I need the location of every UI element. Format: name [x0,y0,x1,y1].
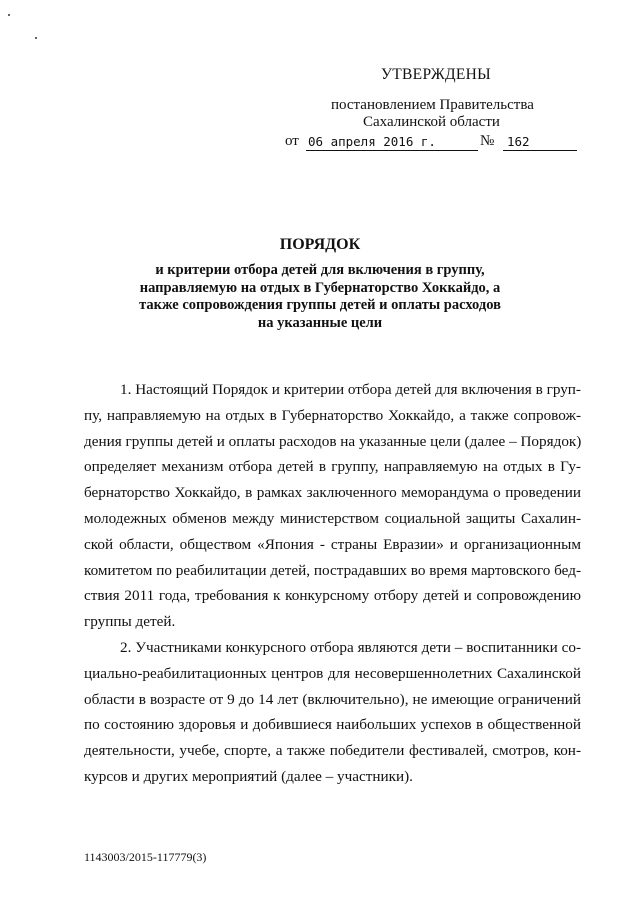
approval-date-field: 06 апреля 2016 г. [306,134,478,151]
body-line: 2. Участниками конкурсного отбора являются дети – воспитанники со- [120,638,581,656]
body-line: ствия 2011 года, требования к конкурсному отбору детей и сопровождению [84,587,581,605]
document-code: 1143003/2015-117779(3) [84,850,207,864]
body-line: циально-реабилитационных центров для несовершеннолетних Сахалинской [84,664,581,682]
body-line: по состоянию здоровья и добившиеся наибольших успехов в общественной [84,716,581,734]
document-subtitle [110,262,530,332]
approval-number-field: 162 [503,134,577,151]
scan-speck [35,37,37,39]
subtitle-line: направляемую на отдых в Губернаторство Хоккайдо, а [139,279,501,296]
body-line: ской области, обществом «Япония - страны Евразии» и организационным [84,535,581,553]
approval-line-1: постановлением Правительства [331,97,534,113]
subtitle-line: и критерии отбора детей для включения в группу, [155,262,485,278]
body-line: 1. Настоящий Порядок и критерии отбора детей для включения в груп- [120,381,581,398]
body-line: пу, направляемую на отдых в Губернаторство Хоккайдо, а также сопровож- [84,406,581,424]
document-body [84,377,581,790]
paragraph-1 [84,377,581,635]
body-line: области в возрасте от 9 до 14 лет (включительно), не имеющие ограничений [84,690,581,708]
subtitle-line: также сопровождения группы детей и оплаты расходов [139,297,501,314]
body-line: группы детей. [84,613,176,631]
body-line: дения группы детей и оплаты расходов на указанные цели (далее – Порядок) [84,432,582,450]
body-line: комитетом по реабилитации детей, пострадавших во время мартовского бед- [84,561,581,579]
subtitle-line: на указанные цели [257,314,383,331]
document-title: ПОРЯДОК [279,236,361,253]
body-line: определяет механизм отбора детей в группу, направляемую на отдых в Гу- [84,458,581,476]
number-label: № [480,133,495,149]
approval-date-number-row [285,133,585,153]
scan-speck [8,14,10,16]
approval-title: УТВЕРЖДЕНЫ [381,66,491,83]
ot-label: от [285,133,299,149]
paragraph-2 [84,635,581,790]
approval-line-2: Сахалинской области [363,114,500,130]
body-line: курсов и других мероприятий (далее – участники). [84,767,413,785]
body-line: молодежных обменов между министерством социальной защиты Сахалин- [84,509,581,527]
body-line: деятельности, учебе, спорте, а также победители фестивалей, смотров, кон- [84,742,581,760]
body-line: бернаторство Хоккайдо, в рамках заключенного меморандума о проведении [84,484,581,502]
